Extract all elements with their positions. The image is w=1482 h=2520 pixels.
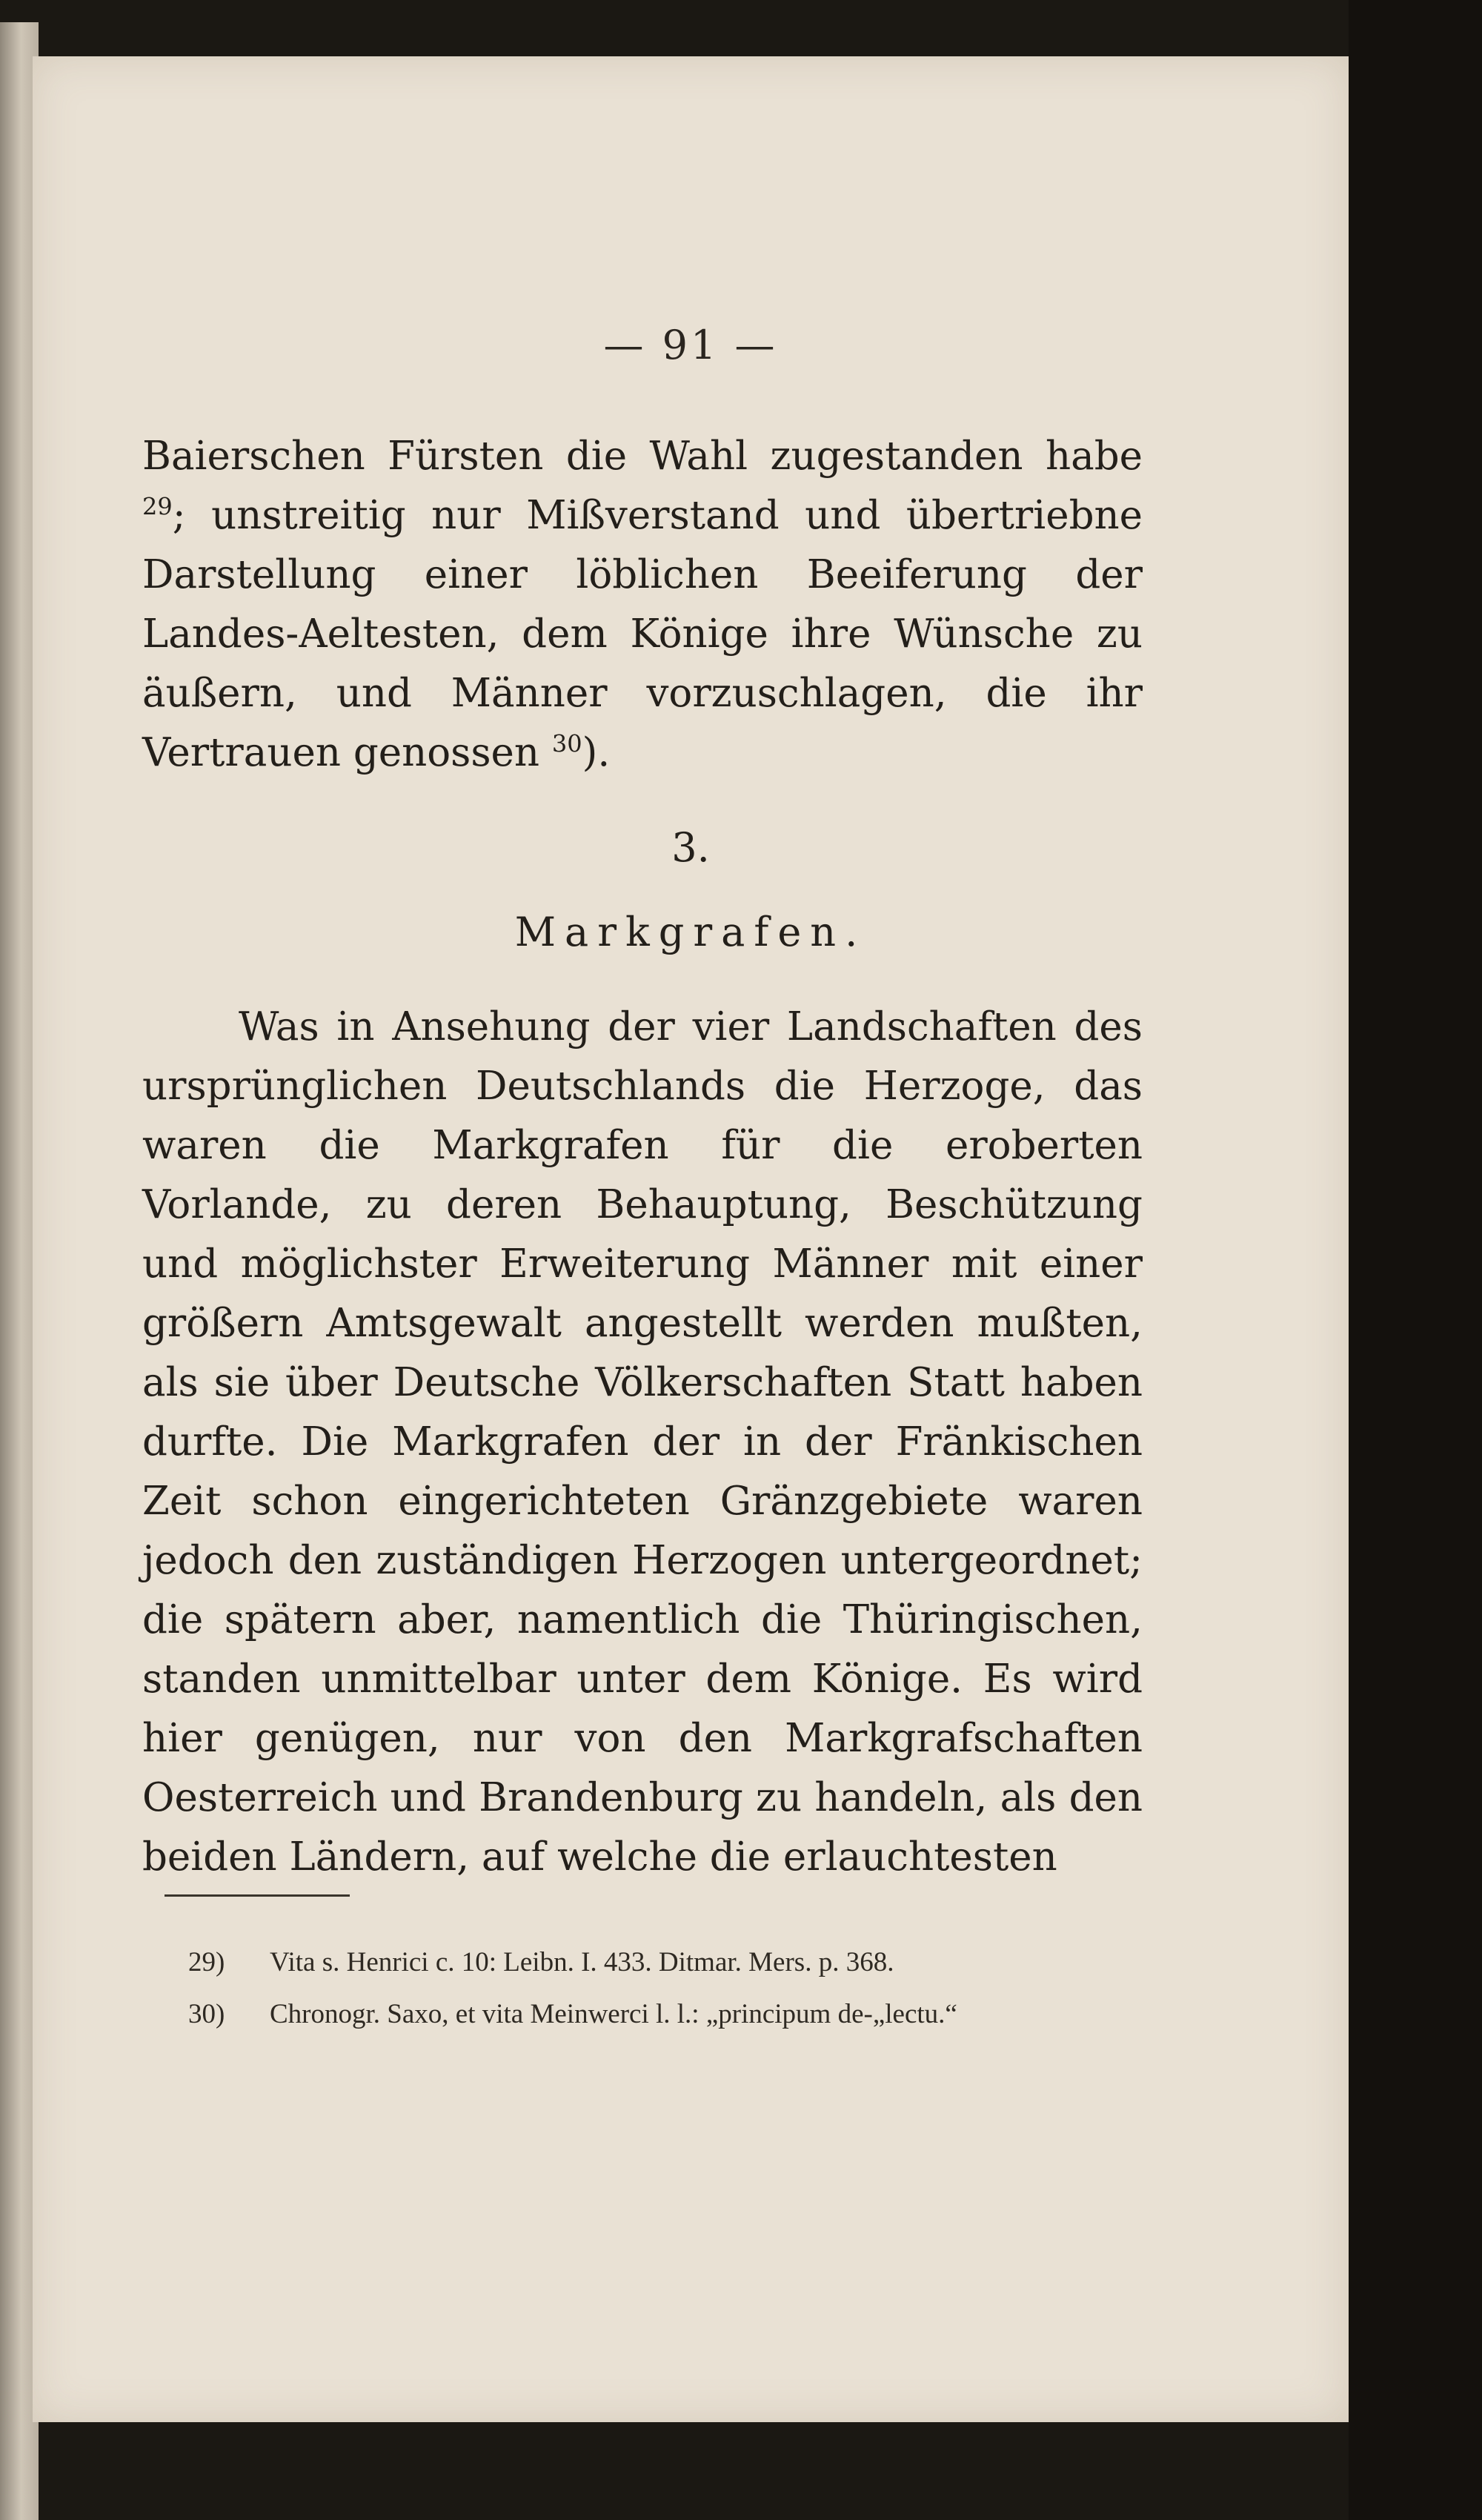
paragraph-top-start: Baierschen Fürsten die Wahl zugestanden habe — [142, 434, 1143, 479]
paragraph-top-end: ). — [582, 730, 611, 775]
footnote-29 — [188, 1939, 1166, 1986]
book-page — [33, 56, 1349, 2422]
paragraph-top — [142, 427, 1143, 783]
footnote-text: Vita s. Henrici c. 10: Leibn. I. 433. Ditmar. Mers. p. 368. — [270, 1947, 894, 1977]
footnote-number: 29) — [188, 1947, 225, 1977]
footnote-text: Chronogr. Saxo, et vita Meinwerci l. l.: „principum de-„lectu.“ — [270, 1999, 957, 2029]
page-number-header: — 91 — — [603, 322, 778, 368]
footnote-number: 30) — [188, 1999, 225, 2029]
footnote-ref-29: 29 — [142, 492, 173, 521]
footnote-divider — [165, 1894, 350, 1897]
paragraph-top-text — [142, 427, 1143, 783]
footnote-ref-30: 30 — [551, 729, 582, 758]
dark-background — [1349, 0, 1482, 2520]
section-title: Markgrafen. — [514, 909, 867, 955]
paragraph-main — [142, 998, 1143, 1887]
footnote-30 — [188, 1991, 1166, 2038]
paragraph-top-middle: ; unstreitig nur Mißverstand und übertriebne Darstellung einer löblichen Beeiferung der Landes-Aeltesten, dem Könige ihre Wünsche zu äußern, und Männer vorzuschlagen, die ihr Vertrauen genossen — [142, 493, 1143, 775]
paragraph-main-text: Was in Ansehung der vier Landschaften des ursprünglichen Deutschlands die Herzoge, das waren die Markgrafen für die eroberten Vorlande, zu deren Behauptung, Beschützung und möglichster Erweiterung Männer mit einer größern Amtsgewalt angestellt werden mußten, als sie über Deutsche Völkerschaften Statt haben durfte. Die Markgrafen der in der Fränkischen Zeit schon eingerichteten Gränzgebiete waren jedoch den zuständigen Herzogen untergeordnet; die spätern aber, namentlich die Thüringischen, standen unmittelbar unter dem Könige. Es wird hier genügen, nur von den Markgrafschaften Oesterreich und Brandenburg zu handeln, als den beiden Ländern, auf welche die erlauchtesten — [142, 1004, 1143, 1880]
footnotes — [188, 1939, 1166, 2043]
section-number: 3. — [671, 824, 710, 871]
